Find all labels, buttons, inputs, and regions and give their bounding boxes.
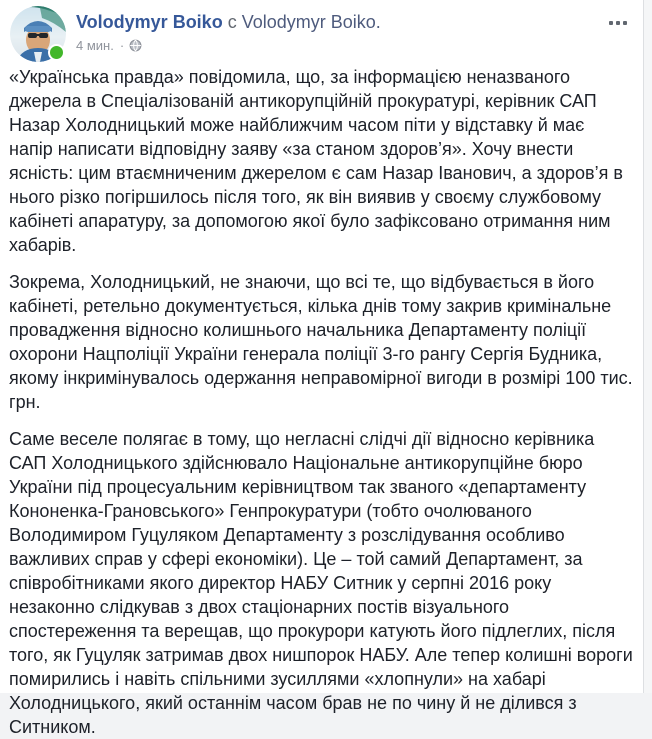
byline [76, 11, 603, 33]
post-header [0, 0, 643, 62]
avatar[interactable] [10, 6, 66, 62]
meta-separator: · [119, 38, 125, 53]
timestamp[interactable]: 4 мин. [76, 38, 114, 53]
globe-public-icon [129, 39, 142, 52]
post-text [0, 62, 643, 739]
author-name-link[interactable]: Volodymyr Boiko [76, 12, 223, 32]
post-paragraph: «Українська правда» повідомила, що, за інформацією неназваного джерела в Спеціалізованій антикорупційній прокуратурі, керівник САП Назар Холодницький може найближчим часом піти у відставку й має напір написати відповідну заяву «за станом здоров’я». Хочу внести ясність: цим втаємниченим джерелом є сам Назар Іванович, а здоров’я в нього різко погіршилось після того, як він виявив у своєму службовому кабінеті апаратуру, за допомогою якої було зафіксовано отримання ним хабарів. [9, 67, 623, 255]
header-text [76, 11, 603, 53]
ellipsis-icon [609, 21, 613, 25]
post-options-button[interactable] [599, 14, 627, 32]
ellipsis-icon [616, 21, 620, 25]
online-status-badge [48, 44, 65, 61]
post-meta-row [76, 38, 603, 53]
ellipsis-icon [623, 21, 627, 25]
post-paragraph: Саме веселе полягає в тому, що негласні слідчі дії відносно керівника САП Холодницького здійснювало Національне антикорупційне бюро України під процесуальним керівництвом так званого «департаменту Кононенка-Грановського» Генпрокуратури (тобто очолюваного Володимиром Гуцуляком Департаменту з розслідування особливо важливих справ у сфері економіки). Це – той самий Департамент, за співробітниками якого директор НАБУ Ситник у серпні 2016 року незаконно слідкував з двох стаціонарних постів візуального спостереження та верещав, що прокурори катують його підлеглих, після того, як Гуцуляк затримав двох нишпорок НАБУ. Але тепер колишні вороги помирились і навіть спільними зусиллями «хлопнули» на хабарі Холодницького, який останнім часом брав не по чину й не ділився з Ситником. [9, 429, 633, 737]
byline-connector-word: с [227, 12, 237, 32]
post-paragraph: Зокрема, Холодницький, не знаючи, що всі те, що відбувається в його кабінеті, ретельно документується, кілька днів тому закрив кримінальне провадження відносно колишнього начальника Департаменту поліції охорони Нацполіції України генерала поліції 3-го рангу Сергія Будника, якому інкримінувалось одержання неправомірної вигоди в розмірі 100 тис. грн. [9, 272, 633, 412]
shared-with-link[interactable]: Volodymyr Boiko. [241, 12, 381, 32]
page-background-gutter [644, 0, 652, 693]
